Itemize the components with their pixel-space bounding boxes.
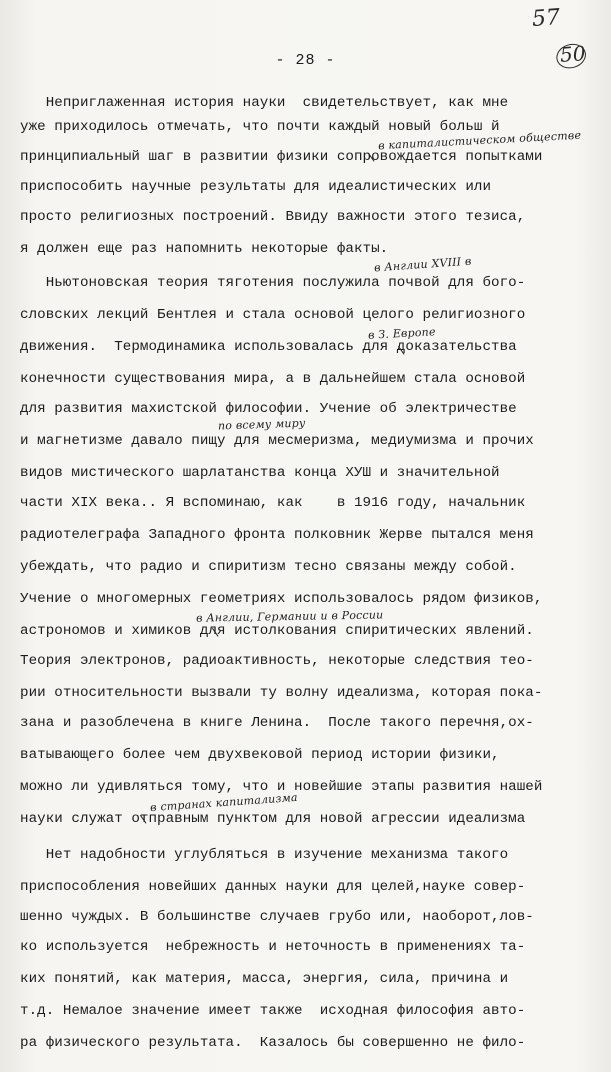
text-line: принципиальный шаг в развитии физики сопровождается попытками [20,149,543,165]
text-line: видов мистического шарлатанства конца XУШ и значительной [20,465,500,481]
text-line: Нет надобности углубляться в изучение механизма такого [20,847,509,863]
text-line: просто религиозных построений. Ввиду важности этого тезиса, [20,209,526,225]
text-line: для развития махистской философии. Учение об электричестве [20,401,517,417]
text-line: шенно чуждых. В большинстве случаев грубо или, наоборот,лов- [20,909,534,925]
text-line: убеждать, что радио и спиритизм тесно связаны между собой. [20,559,517,575]
text-line: приспособления новейших данных науки для целей,науке совер- [20,879,526,895]
text-line: я должен еще раз напомнить некоторые факты. [20,241,389,257]
text-line: рии относительности вызвали ту волну идеализма, которая пока- [20,685,543,701]
text-line: ких понятий, как материя, масса, энергия, сила, причина и [20,971,509,987]
text-line: Теория электронов, радиоактивность, некоторые следствия тео- [20,653,534,669]
handwritten-insertion: в Англии, Германии и в России [195,608,384,625]
text-line: и магнетизме давало пищу для месмеризма, медиумизма и прочих [20,433,534,449]
text-line: радиотелеграфа Западного фронта полковник Жерве пытался меня [20,527,534,543]
text-line: т.д. Немалое значение имеет также исходная философия авто- [20,1003,526,1019]
text-line: движения. Термодинамика использовалась для доказательства [20,339,517,355]
text-line: ко используется небрежность и неточность в применениях та- [20,939,526,955]
handwritten-insertion: по всему миру [217,416,306,433]
handwritten-insertion: в З. Европе [367,325,436,342]
text-line: зана и разоблечена в книге Ленина. После такого перечня,ох- [20,715,534,731]
text-line: ватывающего более чем двухвековой период истории физики, [20,747,500,763]
text-line: ра физического результата. Казалось бы совершенно не фило- [20,1035,526,1051]
text-line: Неприглаженная история науки свидетельствует, как мне [20,95,509,111]
text-line: можно ли удивляться тому, что и новейшие этапы развития нашей [20,779,543,795]
text-line: Ньютоновская теория тяготения послужила почвой для бого- [20,275,526,291]
archive-folio-mark-circled: 50 [559,41,587,67]
text-line: приспособить научные результаты для идеалистических или [20,179,492,195]
text-line: части XIX века.. Я вспоминаю, как в 1916 году, начальник [20,495,526,511]
text-line: уже приходилось отмечать, что почти каждый новый больш й [20,119,500,135]
text-line: словских лекций Бентлея и стала основой целого религиозного [20,307,526,323]
handwritten-insertion: в капиталистическом обществе [377,128,582,153]
handwritten-insertion: в Англии XVIII в [373,254,472,275]
text-line: Учение о многомерных геометриях использовалось рядом физиков, [20,591,543,607]
text-line: конечности существования мира, а в дальнейшем стала основой [20,371,526,387]
text-line: астрономов и химиков для истолкования спиритических явлений. [20,623,534,639]
page-number: - 28 - [275,52,336,69]
text-line: науки служат отправным пунктом для новой агрессии идеализма [20,811,526,827]
handwritten-insertion: в странах капитализма [149,790,299,815]
archive-folio-mark: 57 [531,5,561,32]
